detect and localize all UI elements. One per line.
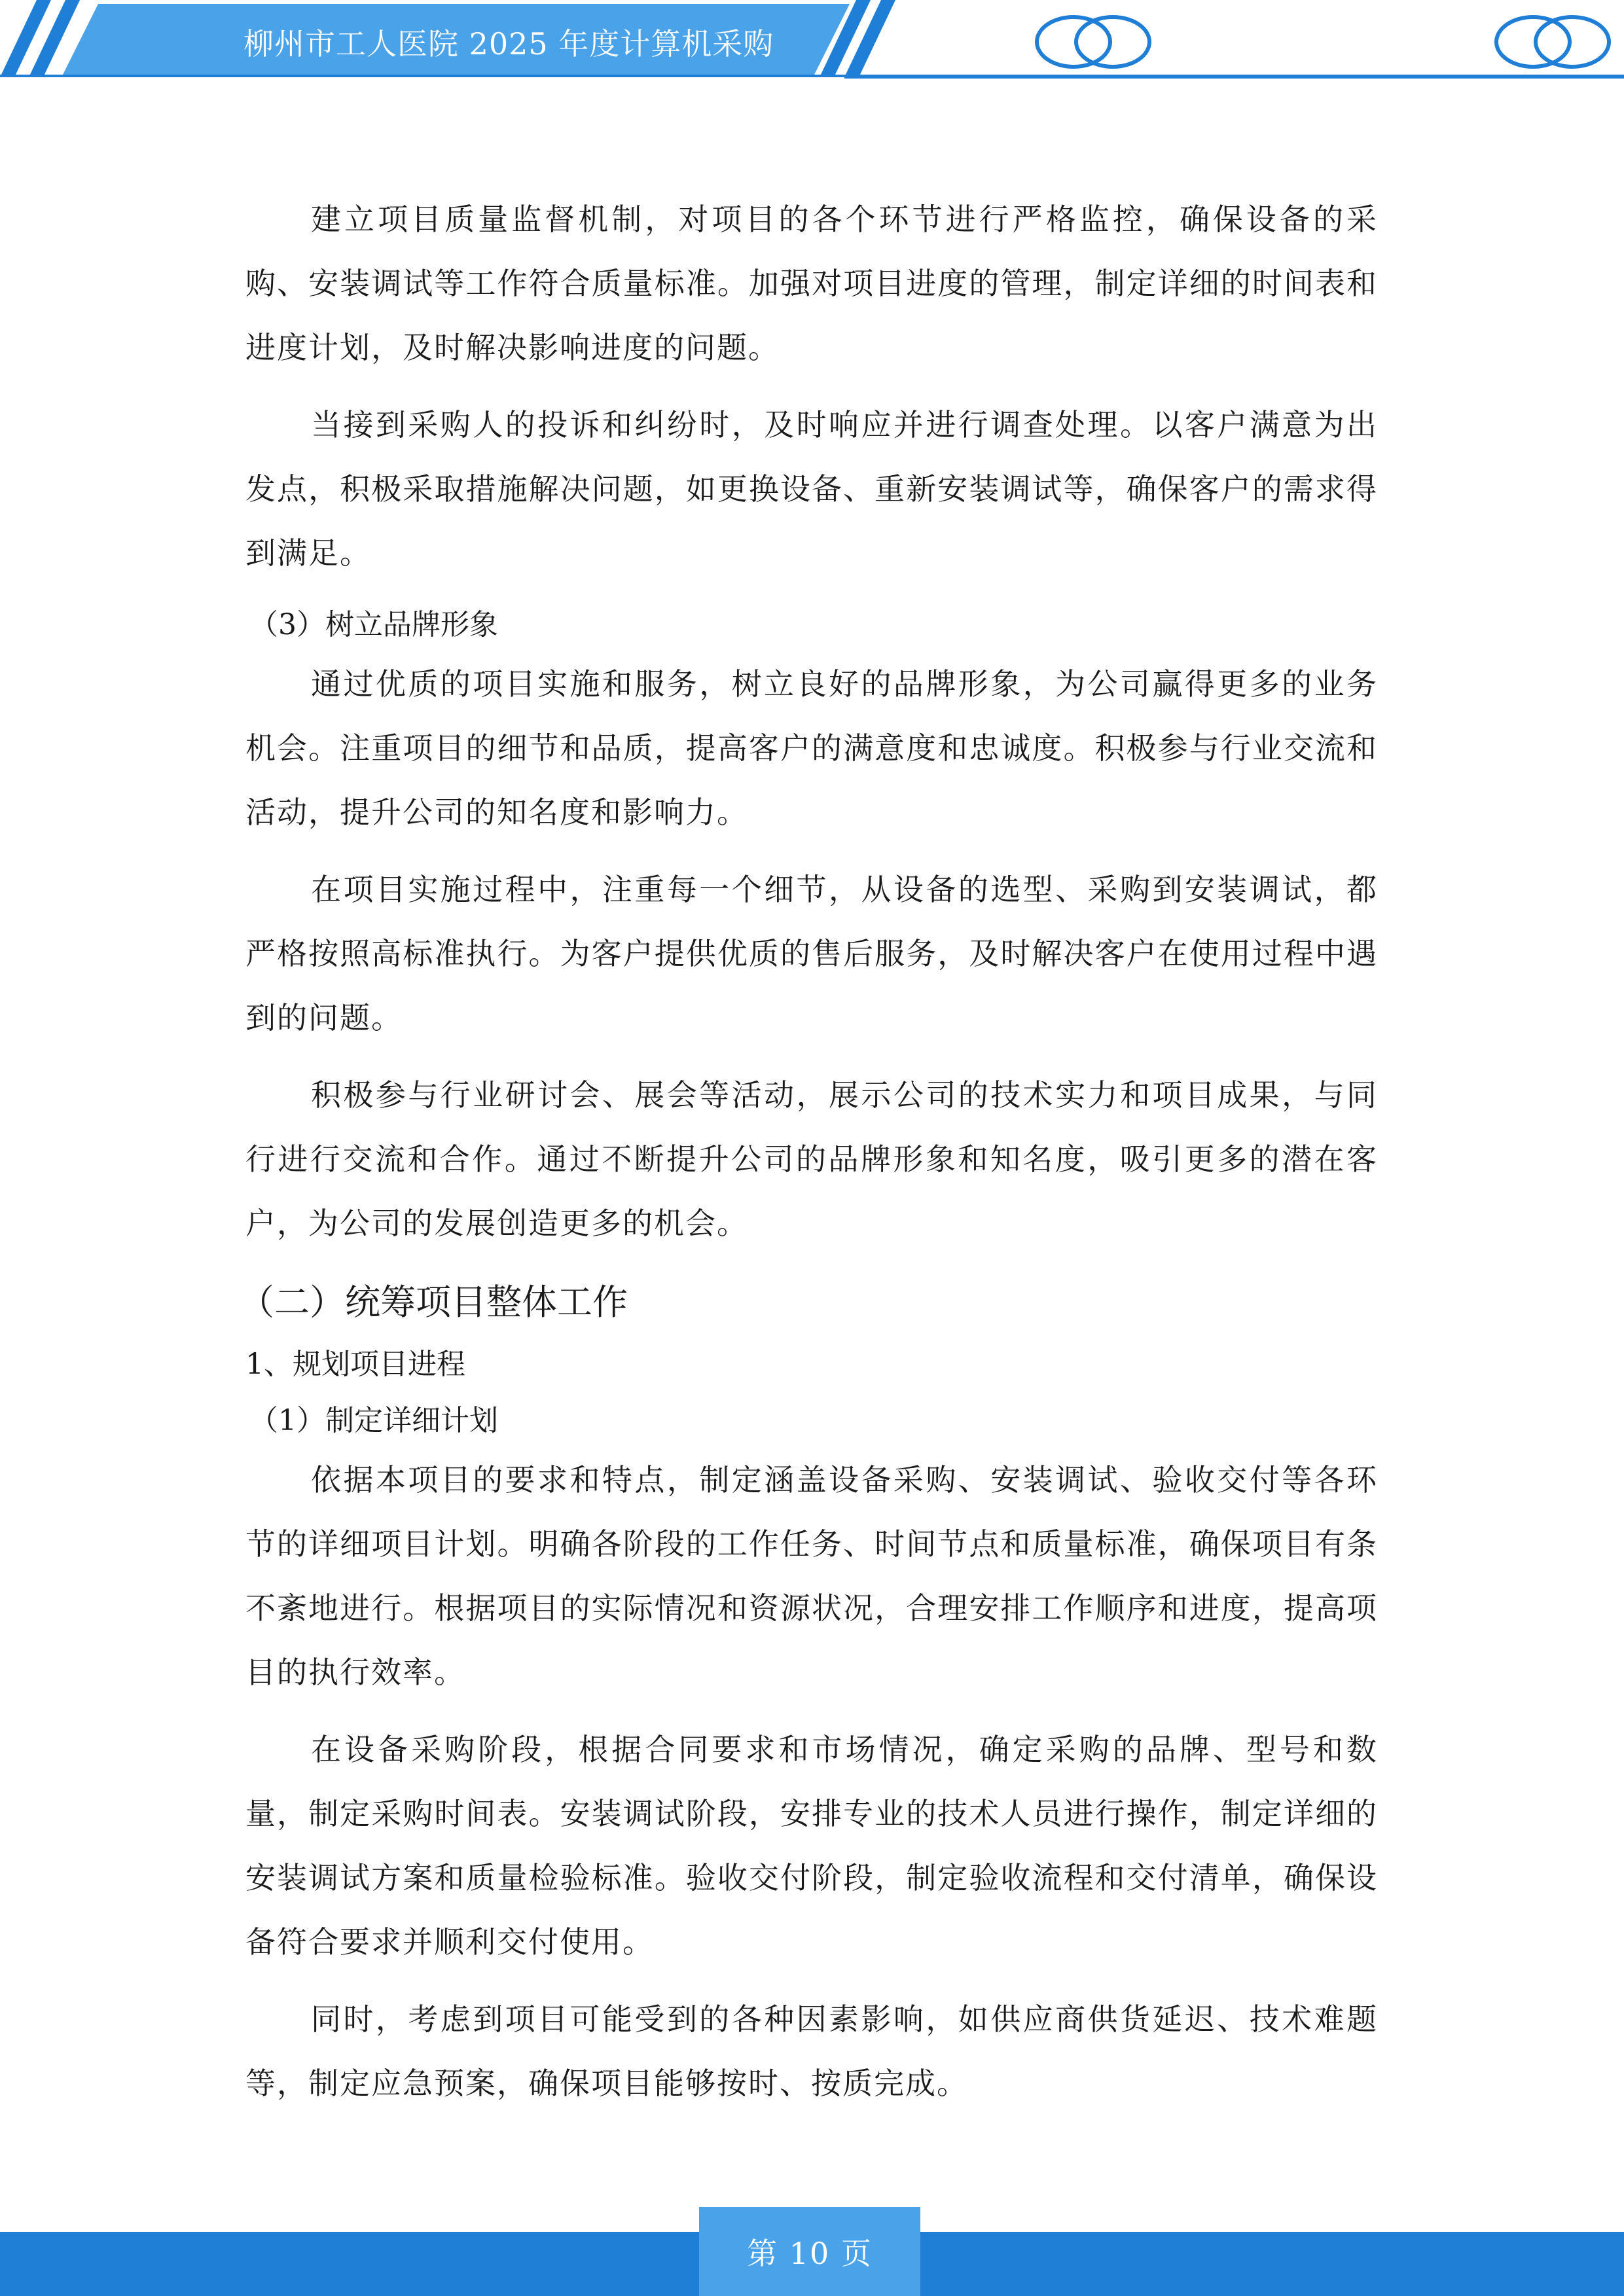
paragraph-industry-events: 积极参与行业研讨会、展会等活动，展示公司的技术实力和项目成果，与同行进行交流和合作。通过不断提升公司的品牌形象和知名度，吸引更多的潜在客户，为公司的发展创造更多的机会。 — [245, 1077, 1378, 1241]
rings-logo-1 — [1037, 17, 1149, 67]
page-number-box — [699, 2207, 920, 2296]
document-body — [239, 187, 1378, 2128]
paragraph-contingency: 同时，考虑到项目可能受到的各种因素影响，如供应商供货延迟、技术难题等，制定应急预案，确保项目能够按时、按质完成。 — [245, 2001, 1378, 2101]
header-rule-left — [0, 75, 851, 77]
subheading-detailed-plan: （1）制定详细计划 — [249, 1404, 498, 1437]
paragraph-details: 在项目实施过程中，注重每一个细节，从设备的选型、采购到安装调试，都严格按照高标准执行。为客户提供优质的售后服务，及时解决客户在使用过程中遇到的问题。 — [245, 872, 1378, 1035]
header-rule — [844, 75, 1624, 79]
header-title: 柳州市工人医院 2025 年度计算机采购 — [244, 26, 774, 62]
paragraph-project-plan: 依据本项目的要求和特点，制定涵盖设备采购、安装调试、验收交付等各环节的详细项目计划。明确各阶段的工作任务、时间节点和质量标准，确保项目有条不紊地进行。根据项目的实际情况和资源状况，合理安排工作顺序和进度，提高项目的执行效率。 — [245, 1462, 1378, 1690]
paragraph-complaint-handling: 当接到采购人的投诉和纠纷时，及时响应并进行调查处理。以客户满意为出发点，积极采取措施解决问题，如更换设备、重新安装调试等，确保客户的需求得到满足。 — [245, 407, 1378, 571]
paragraph-brand-service: 通过优质的项目实施和服务，树立良好的品牌形象，为公司赢得更多的业务机会。注重项目的细节和品质，提高客户的满意度和忠诚度。积极参与行业交流和活动，提升公司的知名度和影响力。 — [245, 666, 1378, 830]
paragraph-quality-supervision: 建立项目质量监督机制，对项目的各个环节进行严格监控，确保设备的采购、安装调试等工作符合质量标准。加强对项目进度的管理，制定详细的时间表和进度计划，及时解决影响进度的问题。 — [245, 202, 1378, 365]
section-heading: （二）统筹项目整体工作 — [239, 1282, 628, 1323]
rings-logo-2 — [1496, 17, 1609, 67]
subheading-brand-image: （3）树立品牌形象 — [249, 608, 498, 641]
heading-plan-progress: 1、规划项目进程 — [245, 1348, 465, 1381]
paragraph-procurement-phase: 在设备采购阶段，根据合同要求和市场情况，确定采购的品牌、型号和数量，制定采购时间表。安装调试阶段，安排专业的技术人员进行操作，制定详细的安装调试方案和质量检验标准。验收交付阶段，制定验收流程和交付清单，确保设备符合要求并顺利交付使用。 — [245, 1732, 1378, 1960]
page-number: 第 10 页 — [747, 2236, 873, 2271]
